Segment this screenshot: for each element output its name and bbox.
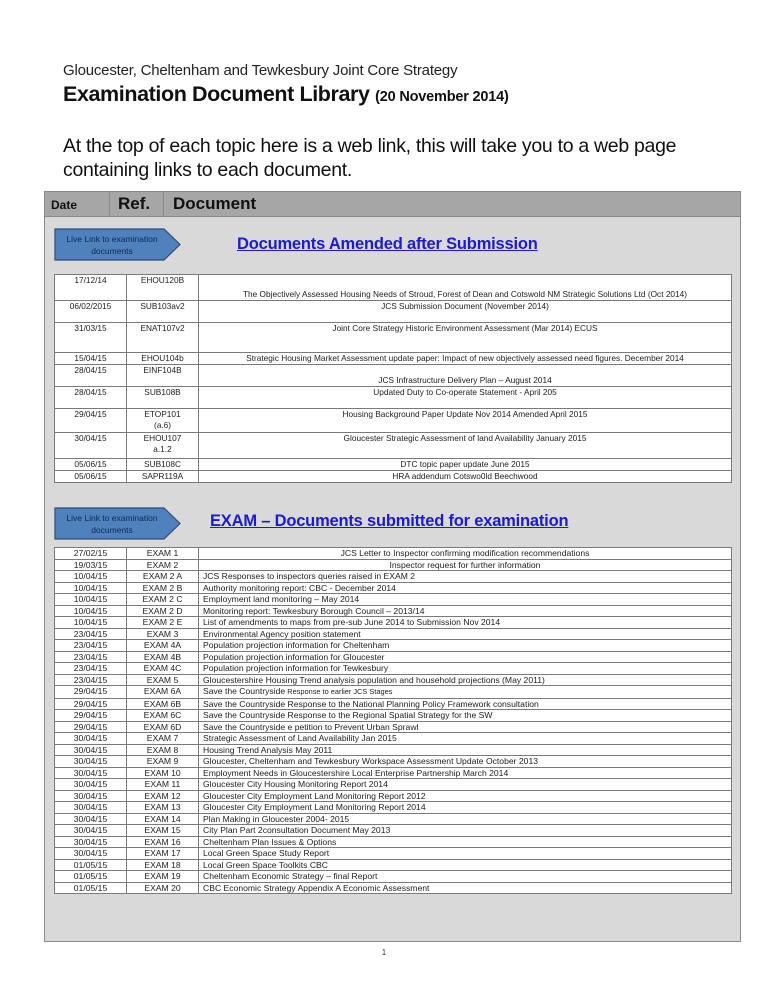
table-row [55, 582, 732, 594]
document-library-table [44, 191, 741, 942]
cell-ref [127, 301, 199, 323]
cell-ref [127, 323, 199, 353]
ref-line: ENAT107v2 [140, 323, 185, 333]
cell-ref: EXAM 6A [127, 686, 199, 699]
cell-document: JCS Infrastructure Delivery Plan – August 2014 [199, 365, 732, 387]
table-row [55, 651, 732, 663]
cell-date: 30/04/15 [55, 802, 127, 814]
cell-document: Population projection information for Gloucester [199, 651, 732, 663]
cell-ref: EXAM 2 B [127, 582, 199, 594]
table-row [55, 790, 732, 802]
table-row [55, 744, 732, 756]
cell-document: Monitoring report: Tewkesbury Borough Council – 2013/14 [199, 605, 732, 617]
cell-document: List of amendments to maps from pre-sub June 2014 to Submission Nov 2014 [199, 617, 732, 629]
cell-ref: EXAM 14 [127, 813, 199, 825]
cell-date: 29/04/15 [55, 721, 127, 733]
cell-ref: EXAM 4C [127, 663, 199, 675]
cell-date: 30/04/15 [55, 790, 127, 802]
cell-document: CBC Economic Strategy Appendix A Economic Assessment [199, 882, 732, 894]
cell-document: Gloucestershire Housing Trend analysis population and household projections (May 2011) [199, 674, 732, 686]
cell-ref: EXAM 6C [127, 710, 199, 722]
cell-date: 10/04/15 [55, 605, 127, 617]
document-text: Save the Countryside [203, 686, 286, 696]
table-row [55, 721, 732, 733]
cell-date: 29/04/15 [55, 686, 127, 699]
cell-date: 15/04/15 [55, 353, 127, 365]
cell-date: 23/04/15 [55, 651, 127, 663]
cell-document: Gloucester City Employment Land Monitoring Report 2014 [199, 802, 732, 814]
cell-document: Gloucester, Cheltenham and Tewkesbury Workspace Assessment Update October 2013 [199, 756, 732, 768]
table-row [55, 409, 732, 433]
header-divider [163, 192, 164, 217]
table-row [55, 640, 732, 652]
cell-document: Joint Core Strategy Historic Environment Assessment (Mar 2014) ECUS [199, 323, 732, 353]
cell-document: Environmental Agency position statement [199, 628, 732, 640]
ref-line: SUB108C [144, 459, 181, 469]
cell-date: 30/04/15 [55, 433, 127, 459]
cell-document: Local Green Space Toolkits CBC [199, 859, 732, 871]
cell-date: 10/04/15 [55, 594, 127, 606]
cell-ref: EXAM 4A [127, 640, 199, 652]
cell-date: 10/04/15 [55, 582, 127, 594]
ref-line: EHOU104b [141, 353, 184, 363]
cell-document: Strategic Assessment of Land Availability Jan 2015 [199, 733, 732, 745]
document-subtitle: Gloucester, Cheltenham and Tewkesbury Joint Core Strategy [63, 62, 458, 79]
cell-document: JCS Letter to Inspector confirming modification recommendations [199, 548, 732, 560]
table-row [55, 605, 732, 617]
cell-document: Updated Duty to Co-operate Statement - April 205 [199, 387, 732, 409]
cell-date: 10/04/15 [55, 571, 127, 583]
cell-document: Employment Needs in Gloucestershire Local Enterprise Partnership March 2014 [199, 767, 732, 779]
cell-ref: EXAM 13 [127, 802, 199, 814]
cell-ref: EXAM 6D [127, 721, 199, 733]
cell-ref: EXAM 2 D [127, 605, 199, 617]
cell-date: 30/04/15 [55, 848, 127, 860]
table-row [55, 433, 732, 459]
table-row [55, 767, 732, 779]
cell-ref: EXAM 9 [127, 756, 199, 768]
cell-ref: EXAM 3 [127, 628, 199, 640]
cell-ref: EXAM 1 [127, 548, 199, 560]
cell-ref: EXAM 2 A [127, 571, 199, 583]
cell-date: 30/04/15 [55, 813, 127, 825]
cell-document: Population projection information for Tewkesbury [199, 663, 732, 675]
cell-date: 28/04/15 [55, 365, 127, 387]
cell-document: DTC topic paper update June 2015 [199, 459, 732, 471]
cell-ref [127, 409, 199, 433]
cell-document: Local Green Space Study Report [199, 848, 732, 860]
cell-ref: EXAM 2 C [127, 594, 199, 606]
cell-date: 19/03/15 [55, 559, 127, 571]
column-header-date: Date [51, 198, 78, 212]
cell-date: 05/06/15 [55, 459, 127, 471]
cell-date: 05/06/15 [55, 471, 127, 483]
cell-ref: EXAM 20 [127, 882, 199, 894]
ref-line: EHOU107 [143, 433, 182, 443]
cell-date: 30/04/15 [55, 744, 127, 756]
cell-document: HRA addendum Cotswo0ld Beechwood [199, 471, 732, 483]
table-row [55, 686, 732, 699]
table-row [55, 698, 732, 710]
live-link-label: Live Link to examination documents [66, 513, 158, 535]
table-row [55, 848, 732, 860]
table-row [55, 275, 732, 301]
cell-ref: EXAM 16 [127, 836, 199, 848]
cell-ref: EXAM 2 [127, 559, 199, 571]
cell-ref [127, 365, 199, 387]
cell-ref [127, 459, 199, 471]
live-link-label: Live Link to examination documents [66, 234, 158, 256]
ref-line: EHOU120B [140, 275, 185, 285]
cell-date: 06/02/2015 [55, 301, 127, 323]
cell-document [199, 686, 732, 699]
cell-document: Save the Countryside Response to the National Planning Policy Framework consultation [199, 698, 732, 710]
title-text: Examination Document Library [63, 82, 370, 106]
table-row [55, 871, 732, 883]
intro-paragraph: At the top of each topic here is a web link, this will take you to a web page containing links to each document. [63, 135, 677, 181]
page-title [63, 82, 509, 107]
column-header-ref: Ref. [118, 194, 151, 213]
cell-date: 30/04/15 [55, 779, 127, 791]
table-row [55, 836, 732, 848]
cell-document: Employment land monitoring – May 2014 [199, 594, 732, 606]
cell-date: 23/04/15 [55, 640, 127, 652]
section-link-exam-documents[interactable]: EXAM – Documents submitted for examination [210, 512, 569, 530]
cell-ref: EXAM 6B [127, 698, 199, 710]
cell-document: Strategic Housing Market Assessment update paper: Impact of new objectively assessed need figures. December 2014 [199, 353, 732, 365]
table-row [55, 571, 732, 583]
ref-line: SUB108B [144, 387, 181, 397]
cell-ref: EXAM 19 [127, 871, 199, 883]
cell-document: Housing Background Paper Update Nov 2014 Amended April 2015 [199, 409, 732, 433]
cell-date: 23/04/15 [55, 663, 127, 675]
cell-date: 23/04/15 [55, 628, 127, 640]
ref-line-2: (a.6) [153, 420, 172, 430]
table-row [55, 825, 732, 837]
table-row [55, 628, 732, 640]
cell-date: 28/04/15 [55, 387, 127, 409]
live-link-button-amended[interactable] [54, 228, 182, 261]
cell-date: 29/04/15 [55, 710, 127, 722]
cell-document: JCS Submission Document (November 2014) [199, 301, 732, 323]
cell-ref: EXAM 10 [127, 767, 199, 779]
column-header-document: Document [173, 194, 257, 213]
table-row [55, 594, 732, 606]
cell-document: The Objectively Assessed Housing Needs of Stroud, Forest of Dean and Cotswold NM Strategic Solutions Ltd (Oct 2014) [199, 275, 732, 301]
table-row [55, 733, 732, 745]
cell-date: 01/05/15 [55, 859, 127, 871]
table-row [55, 301, 732, 323]
ref-line: ETOP101 [144, 409, 181, 419]
cell-document: Gloucester City Housing Monitoring Report 2014 [199, 779, 732, 791]
cell-ref: EXAM 5 [127, 674, 199, 686]
cell-ref [127, 433, 199, 459]
table-row [55, 859, 732, 871]
header-divider [109, 192, 110, 217]
cell-ref: EXAM 11 [127, 779, 199, 791]
cell-date: 29/04/15 [55, 409, 127, 433]
cell-date: 10/04/15 [55, 617, 127, 629]
cell-date: 23/04/15 [55, 674, 127, 686]
cell-date: 29/04/15 [55, 698, 127, 710]
live-link-button-exam[interactable] [54, 507, 182, 540]
cell-date: 30/04/15 [55, 733, 127, 745]
table-header [45, 192, 740, 217]
table-row [55, 710, 732, 722]
table-row [55, 548, 732, 560]
cell-ref: EXAM 12 [127, 790, 199, 802]
cell-document: Population projection information for Cheltenham [199, 640, 732, 652]
table-row [55, 674, 732, 686]
cell-document: Gloucester City Employment Land Monitoring Report 2012 [199, 790, 732, 802]
cell-document: Housing Trend Analysis May 2011 [199, 744, 732, 756]
table-row [55, 802, 732, 814]
cell-document: Cheltenham Economic Strategy – final Report [199, 871, 732, 883]
cell-date: 31/03/15 [55, 323, 127, 353]
cell-ref: EXAM 2 E [127, 617, 199, 629]
cell-document: Inspector request for further information [199, 559, 732, 571]
table-row [55, 471, 732, 483]
table-row [55, 459, 732, 471]
table-row [55, 617, 732, 629]
cell-date: 17/12/14 [55, 275, 127, 301]
cell-document: Gloucester Strategic Assessment of land Availability January 2015 [199, 433, 732, 459]
cell-ref [127, 471, 199, 483]
ref-line: SAPR119A [141, 471, 184, 481]
cell-ref [127, 353, 199, 365]
cell-date: 30/04/15 [55, 767, 127, 779]
table-row [55, 756, 732, 768]
document-text-small: Response to earlier JCS Stages [285, 687, 393, 696]
cell-document: Cheltenham Plan Issues & Options [199, 836, 732, 848]
table-row [55, 323, 732, 353]
cell-date: 30/04/15 [55, 836, 127, 848]
page-number: 1 [381, 948, 387, 957]
table-row [55, 559, 732, 571]
cell-document: JCS Responses to inspectors queries raised in EXAM 2 [199, 571, 732, 583]
ref-line: EINF104B [143, 365, 182, 375]
cell-ref: EXAM 7 [127, 733, 199, 745]
cell-document: Save the Countryside Response to the Regional Spatial Strategy for the SW [199, 710, 732, 722]
cell-document: Plan Making in Gloucester 2004- 2015 [199, 813, 732, 825]
amended-documents-table [54, 274, 732, 483]
cell-date: 01/05/15 [55, 882, 127, 894]
cell-ref: EXAM 4B [127, 651, 199, 663]
cell-date: 01/05/15 [55, 871, 127, 883]
ref-line: SUB103av2 [140, 301, 185, 311]
cell-ref: EXAM 8 [127, 744, 199, 756]
table-row [55, 779, 732, 791]
cell-date: 30/04/15 [55, 825, 127, 837]
cell-ref: EXAM 18 [127, 859, 199, 871]
cell-ref: EXAM 15 [127, 825, 199, 837]
table-row [55, 365, 732, 387]
table-row [55, 353, 732, 365]
cell-ref [127, 387, 199, 409]
section-link-documents-amended[interactable]: Documents Amended after Submission [237, 235, 538, 253]
table-row [55, 882, 732, 894]
table-row [55, 387, 732, 409]
ref-line-2: a.1.2 [153, 444, 172, 454]
cell-document: City Plan Part 2consultation Document May 2013 [199, 825, 732, 837]
cell-date: 27/02/15 [55, 548, 127, 560]
cell-date: 30/04/15 [55, 756, 127, 768]
table-row [55, 813, 732, 825]
cell-ref [127, 275, 199, 301]
title-date: (20 November 2014) [375, 89, 509, 105]
table-row [55, 663, 732, 675]
cell-document: Save the Countryside e petition to Prevent Urban Sprawl [199, 721, 732, 733]
cell-ref: EXAM 17 [127, 848, 199, 860]
exam-documents-table [54, 547, 732, 894]
cell-document: Authority monitoring report: CBC - December 2014 [199, 582, 732, 594]
